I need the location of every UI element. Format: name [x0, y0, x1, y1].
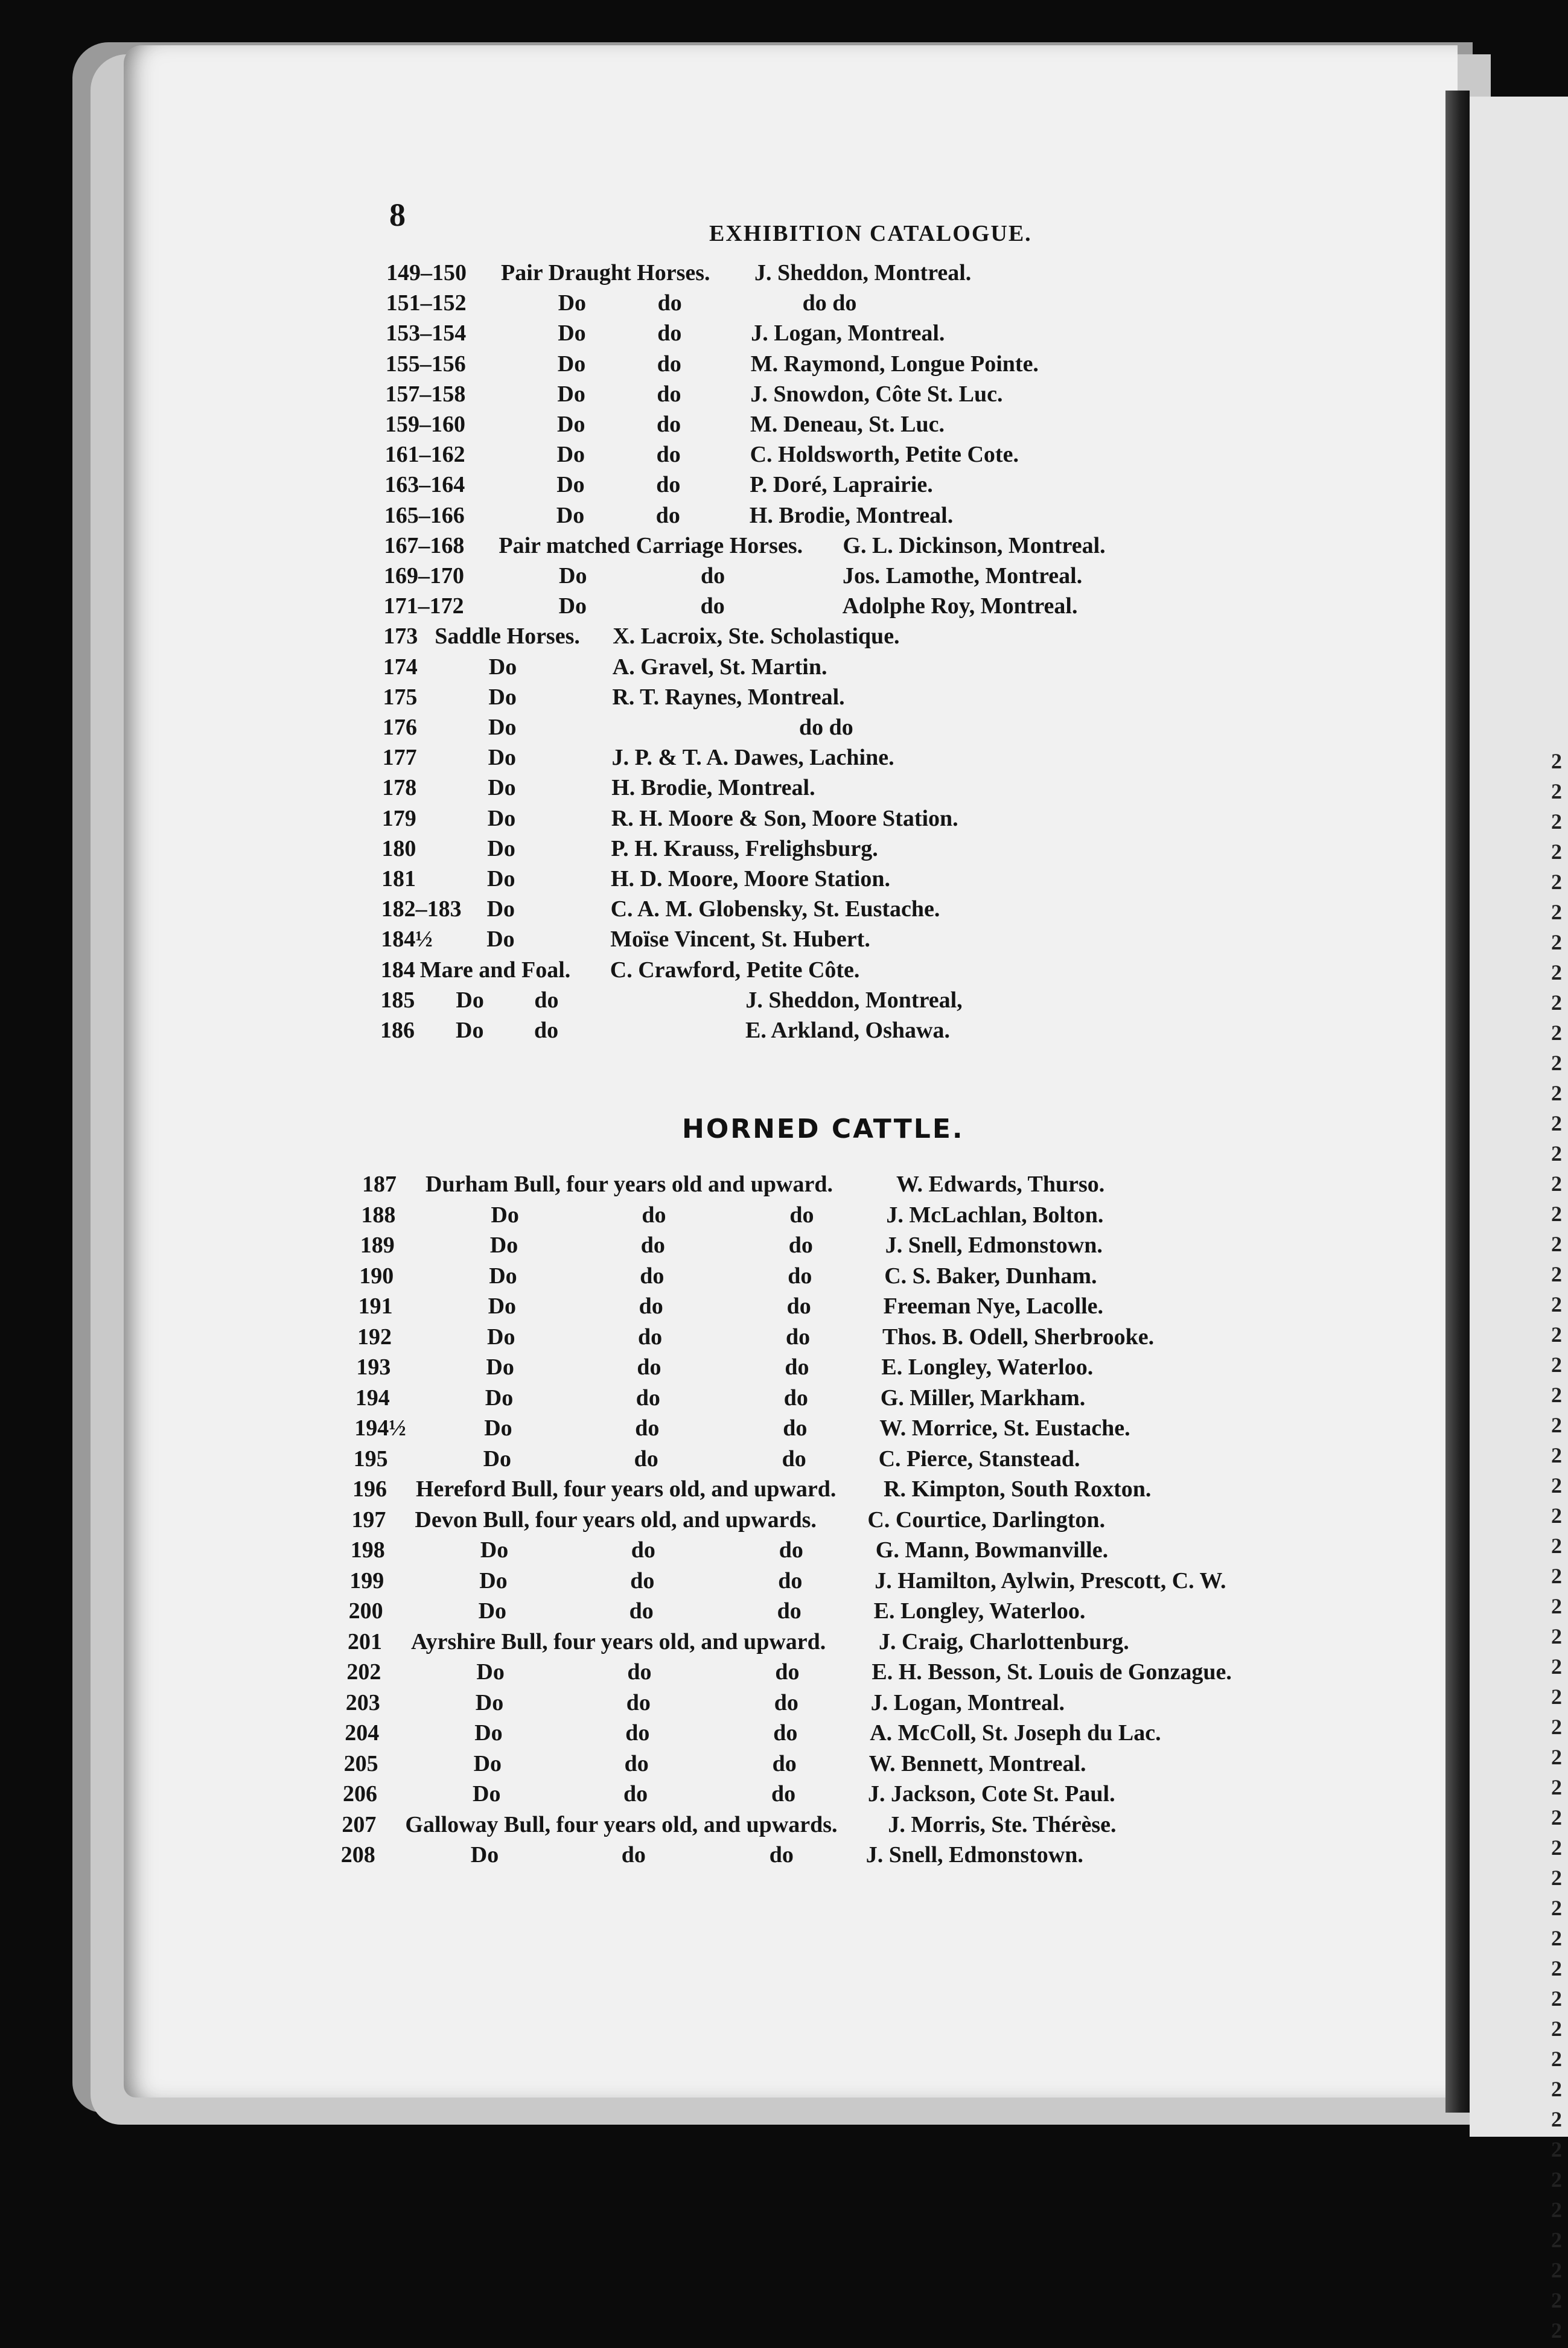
entry-ditto: do [639, 1294, 663, 1319]
facing-page-fragment: 2 [1551, 1292, 1562, 1316]
catalogue-entry-row [0, 1659, 1448, 1689]
entry-class: Ayrshire Bull, four years old, and upward. [411, 1629, 826, 1654]
entry-exhibitor: C. Holdsworth, Petite Cote. [750, 442, 1019, 468]
entry-exhibitor: C. Pierce, Stanstead. [878, 1446, 1080, 1472]
entry-number: 184 [380, 957, 415, 983]
entry-number: 202 [346, 1659, 381, 1685]
entry-class: Saddle Horses. [435, 624, 580, 649]
entry-exhibitor: Jos. Lamothe, Montreal. [843, 563, 1083, 589]
entry-class: Devon Bull, four years old, and upwards. [415, 1507, 817, 1533]
entry-number: 178 [382, 775, 417, 801]
entry-exhibitor: J. Logan, Montreal. [751, 321, 945, 346]
entry-ditto: do [778, 1568, 803, 1594]
entry-exhibitor: J. Morris, Ste. Thérèse. [888, 1811, 1117, 1837]
facing-page-fragment: 2 [1551, 1473, 1562, 1498]
entry-class: Do [488, 684, 517, 710]
facing-page-fragment: 2 [1551, 1654, 1562, 1679]
entry-exhibitor: R. T. Raynes, Montreal. [612, 684, 845, 710]
facing-page-fragment: 2 [1551, 1353, 1562, 1377]
entry-ditto: do [636, 1385, 660, 1411]
catalogue-entry-row [0, 1354, 1448, 1384]
entry-number: 174 [383, 654, 418, 680]
entry-class: Hereford Bull, four years old, and upward. [416, 1476, 837, 1502]
facing-page-fragment: 2 [1551, 1413, 1562, 1437]
entry-class: Do [488, 654, 517, 680]
entry-class: Do [478, 1598, 507, 1624]
entry-ditto: do [638, 1324, 663, 1350]
facing-page-fragment: 2 [1551, 1805, 1562, 1830]
catalogue-entry-row [0, 1476, 1448, 1506]
entry-number: 198 [350, 1537, 385, 1563]
entry-exhibitor: W. Bennett, Montreal. [868, 1750, 1086, 1776]
catalogue-entry-row [0, 1232, 1448, 1262]
entry-exhibitor: E. H. Besson, St. Louis de Gonzague. [872, 1659, 1232, 1685]
entry-class: Do [488, 715, 517, 740]
facing-page-fragment: 2 [1551, 1594, 1562, 1618]
entry-ditto: do [769, 1842, 794, 1868]
catalogue-entry-row [0, 1811, 1448, 1842]
entry-exhibitor: G. L. Dickinson, Montreal. [843, 532, 1106, 558]
entry-ditto: do [789, 1202, 814, 1228]
facing-page-fragment: 2 [1551, 1564, 1562, 1588]
facing-page-fragment: 2 [1551, 1956, 1562, 1980]
facing-page-fragment: 2 [1551, 1172, 1562, 1196]
entry-class: Durham Bull, four years old and upward. [425, 1172, 833, 1197]
entry-number: 186 [380, 1018, 415, 1043]
entry-class: Do [558, 321, 586, 346]
entry-ditto: do [786, 1294, 811, 1319]
entry-number: 208 [340, 1842, 375, 1868]
entry-exhibitor: J. Logan, Montreal. [870, 1689, 1065, 1715]
entry-class: Do [559, 563, 587, 589]
entry-exhibitor: C. S. Baker, Dunham. [884, 1263, 1097, 1289]
entry-exhibitor: X. Lacroix, Ste. Scholastique. [613, 624, 900, 649]
entry-ditto: do [634, 1446, 658, 1472]
entry-exhibitor: J. Sheddon, Montreal, [745, 987, 963, 1013]
entry-exhibitor: Moïse Vincent, St. Hubert. [610, 927, 870, 952]
entry-number: 161–162 [384, 442, 465, 468]
entry-exhibitor: J. Craig, Charlottenburg. [879, 1629, 1129, 1654]
facing-page-fragment: 2 [1551, 930, 1562, 954]
facing-page-fragment: 2 [1551, 900, 1562, 924]
entry-class: Mare and Foal. [419, 957, 571, 983]
entry-ditto: do [773, 1720, 798, 1746]
facing-page-fragment: 2 [1551, 2017, 1562, 2041]
entry-exhibitor: Adolphe Roy, Montreal. [842, 593, 1078, 619]
entry-class: Do [483, 1446, 512, 1472]
entry-exhibitor: M. Deneau, St. Luc. [750, 412, 945, 437]
entry-ditto: do [783, 1385, 808, 1411]
entry-number: 165–166 [384, 502, 465, 528]
entry-ditto: do [786, 1324, 811, 1350]
entry-exhibitor: J. Snell, Edmonstown. [865, 1842, 1083, 1868]
facing-page-fragment: 2 [1551, 1111, 1562, 1135]
entry-number: 175 [383, 684, 418, 710]
entry-ditto: do [655, 502, 680, 528]
facing-page-fragment: 2 [1551, 1021, 1562, 1045]
entry-exhibitor: J. Sheddon, Montreal. [754, 260, 972, 286]
facing-page-fragment: 2 [1551, 1504, 1562, 1528]
facing-page-fragment: 2 [1551, 2047, 1562, 2071]
entry-number: 181 [381, 866, 416, 892]
entry-number: 149–150 [386, 260, 467, 286]
facing-page-fragment: 2 [1551, 1685, 1562, 1709]
entry-ditto: do [637, 1354, 661, 1380]
entry-exhibitor: E. Arkland, Oshawa. [745, 1018, 950, 1043]
entry-exhibitor: P. H. Krauss, Frelighsburg. [611, 835, 878, 861]
entry-number: 207 [342, 1811, 377, 1837]
catalogue-entry-row [0, 1507, 1448, 1537]
entry-number: 191 [358, 1294, 393, 1319]
entry-exhibitor: M. Raymond, Longue Pointe. [750, 351, 1039, 377]
facing-page-fragment: 2 [1551, 1202, 1562, 1226]
catalogue-entry-row [0, 1689, 1448, 1720]
entry-ditto: do [624, 1750, 649, 1776]
entry-number: 194 [355, 1385, 390, 1411]
entry-ditto: do [656, 442, 681, 468]
entry-exhibitor: Freeman Nye, Lacolle. [883, 1294, 1104, 1319]
facing-page-fragment: 2 [1551, 749, 1562, 773]
catalogue-entry-row [0, 1537, 1448, 1567]
entry-ditto: do [774, 1689, 798, 1715]
catalogue-entry-row [0, 1781, 1448, 1811]
entry-number: 195 [353, 1446, 388, 1472]
entry-number: 169–170 [384, 563, 464, 589]
entry-class: Do [474, 1720, 503, 1746]
entry-class: Do [487, 866, 515, 892]
entry-number: 177 [382, 745, 417, 771]
entry-ditto: do [534, 987, 559, 1013]
entry-number: 163–164 [384, 472, 465, 498]
entry-ditto: do [657, 412, 681, 437]
facing-page-fragment: 2 [1551, 1322, 1562, 1347]
entry-exhibitor: J. Hamilton, Aylwin, Prescott, C. W. [875, 1568, 1226, 1594]
entry-class: Do [487, 1324, 515, 1350]
facing-page-fragment: 2 [1551, 870, 1562, 894]
entry-exhibitor: H. Brodie, Montreal. [749, 502, 954, 528]
entry-ditto: do [621, 1842, 646, 1868]
facing-page-fragment: 2 [1551, 1141, 1562, 1166]
facing-page-fragment: 2 [1551, 1745, 1562, 1769]
catalogue-entry-row [0, 1415, 1448, 1445]
entry-exhibitor: C. A. M. Globensky, St. Eustache. [610, 896, 940, 922]
entry-exhibitor: do do [802, 290, 857, 316]
entry-number: 199 [349, 1568, 384, 1594]
entry-exhibitor: W. Edwards, Thurso. [896, 1172, 1105, 1197]
facing-page-fragment: 2 [1551, 1866, 1562, 1890]
catalogue-entry-row [0, 1720, 1448, 1750]
entry-ditto: do [779, 1537, 803, 1563]
running-head: EXHIBITION CATALOGUE. [709, 221, 1032, 246]
entry-exhibitor: J. Snell, Edmonstown. [885, 1233, 1103, 1258]
entry-number: 193 [356, 1354, 391, 1380]
facing-page-fragment: 2 [1551, 1383, 1562, 1407]
entry-class: Do [488, 775, 516, 801]
facing-page-fragment: 2 [1551, 779, 1562, 803]
entry-exhibitor: G. Mann, Bowmanville. [875, 1537, 1109, 1563]
entry-exhibitor: H. D. Moore, Moore Station. [611, 866, 890, 892]
entry-exhibitor: W. Morrice, St. Eustache. [879, 1415, 1130, 1441]
entry-number: 196 [352, 1476, 387, 1502]
section-heading: HORNED CATTLE. [682, 1114, 964, 1144]
facing-page-fragment: 2 [1551, 2228, 1562, 2252]
entry-class: Do [488, 1294, 517, 1319]
entry-class: Do [558, 290, 587, 316]
entry-ditto: do [782, 1446, 806, 1472]
facing-page-fragment: 2 [1551, 991, 1562, 1015]
entry-number: 200 [348, 1598, 383, 1624]
entry-number: 179 [381, 805, 416, 831]
entry-exhibitor: E. Longley, Waterloo. [881, 1354, 1094, 1380]
entry-ditto: do [657, 381, 681, 407]
entry-class: Do [556, 442, 585, 468]
entry-class: Do [473, 1781, 501, 1807]
facing-page-fragment: 2 [1551, 2107, 1562, 2131]
entry-exhibitor: A. Gravel, St. Martin. [612, 654, 827, 680]
entry-number: 155–156 [385, 351, 466, 377]
entry-class: Do [487, 805, 516, 831]
catalogue-entry-row [0, 1202, 1448, 1232]
facing-page-fragment: 2 [1551, 1836, 1562, 1860]
entry-ditto: do [629, 1598, 654, 1624]
entry-number: 190 [359, 1263, 394, 1289]
entry-class: Do [485, 1385, 514, 1411]
entry-class: Do [480, 1537, 509, 1563]
catalogue-entry-row [0, 1385, 1448, 1415]
facing-page-fragment: 2 [1551, 1624, 1562, 1648]
entry-class: Do [470, 1842, 499, 1868]
entry-ditto: do [701, 563, 725, 589]
entry-number: 171–172 [383, 593, 464, 619]
facing-page-fragment: 2 [1551, 2288, 1562, 2312]
facing-page-fragment: 2 [1551, 2137, 1562, 2161]
entry-ditto: do [626, 1689, 651, 1715]
entry-exhibitor: Thos. B. Odell, Sherbrooke. [882, 1324, 1155, 1350]
entry-class: Do [456, 1018, 484, 1043]
entry-ditto: do [785, 1354, 809, 1380]
entry-class: Do [557, 381, 585, 407]
entry-class: Pair Draught Horses. [501, 260, 710, 286]
entry-class: Do [475, 1689, 504, 1715]
entry-ditto: do [656, 472, 681, 498]
entry-class: Do [476, 1659, 505, 1685]
entry-class: Do [491, 1202, 519, 1228]
entry-class: Do [486, 927, 515, 952]
entry-class: Do [487, 835, 515, 861]
entry-ditto: do [788, 1263, 812, 1289]
facing-page-fragment: 2 [1551, 840, 1562, 864]
entry-class: Pair matched Carriage Horses. [499, 532, 803, 558]
entry-class: Do [556, 472, 585, 498]
entry-class: Do [489, 1263, 517, 1289]
entry-class: Do [456, 987, 484, 1013]
entry-number: 192 [357, 1324, 392, 1350]
entry-exhibitor: E. Longley, Waterloo. [873, 1598, 1086, 1624]
entry-number: 205 [343, 1750, 378, 1776]
facing-page-fragment: 2 [1551, 2168, 1562, 2192]
entry-exhibitor: C. Crawford, Petite Côte. [610, 957, 860, 983]
facing-page-fragment: 2 [1551, 1051, 1562, 1075]
facing-page-fragment: 2 [1551, 960, 1562, 984]
facing-page-fragment: 2 [1551, 2198, 1562, 2222]
facing-page-fragment: 2 [1551, 1926, 1562, 1950]
catalogue-entry-row [0, 1171, 1448, 1201]
entry-ditto: do [783, 1415, 808, 1441]
catalogue-entry-row [0, 1263, 1448, 1293]
entry-number: 180 [381, 835, 416, 861]
entry-exhibitor: R. H. Moore & Son, Moore Station. [611, 805, 958, 831]
entry-ditto: do [640, 1233, 665, 1258]
entry-number: 194½ [354, 1415, 406, 1441]
entry-ditto: do [627, 1659, 652, 1685]
entry-ditto: do [657, 321, 682, 346]
entry-number: 173 [383, 624, 418, 649]
entry-number: 157–158 [385, 381, 466, 407]
entry-ditto: do [631, 1537, 655, 1563]
entry-exhibitor: J. P. & T. A. Dawes, Lachine. [611, 745, 894, 771]
entry-class: Do [479, 1568, 508, 1594]
catalogue-entry-row [0, 1446, 1448, 1476]
entry-ditto: do [625, 1720, 650, 1746]
entry-number: 203 [345, 1689, 380, 1715]
entry-class: Do [488, 745, 517, 771]
facing-page-fragment: 2 [1551, 1443, 1562, 1467]
entry-ditto: do [640, 1263, 664, 1289]
entry-ditto: do [772, 1750, 797, 1776]
entry-ditto: do [623, 1781, 648, 1807]
entry-exhibitor: G. Miller, Markham. [880, 1385, 1086, 1411]
entry-number: 185 [380, 987, 415, 1013]
entry-class: Do [489, 1233, 518, 1258]
facing-page-fragment: 2 [1551, 1715, 1562, 1739]
entry-exhibitor: A. McColl, St. Joseph du Lac. [870, 1720, 1161, 1746]
entry-number: 151–152 [386, 290, 467, 316]
entry-ditto: do [635, 1415, 660, 1441]
facing-page-fragment: 2 [1551, 1986, 1562, 2011]
entry-number: 189 [360, 1233, 395, 1258]
entry-exhibitor: H. Brodie, Montreal. [611, 775, 815, 801]
entry-ditto: do [642, 1202, 666, 1228]
entry-number: 188 [361, 1202, 396, 1228]
entry-exhibitor: P. Doré, Laprairie. [750, 472, 933, 498]
entry-exhibitor: J. Snowdon, Côte St. Luc. [750, 381, 1003, 407]
catalogue-entry-row [0, 1598, 1448, 1628]
facing-page-fragment: 2 [1551, 1534, 1562, 1558]
entry-ditto: do [534, 1018, 559, 1043]
facing-page-numbers [1551, 748, 1568, 2348]
entry-number: 187 [362, 1172, 397, 1197]
entry-class: Do [558, 593, 587, 619]
entry-number: 197 [351, 1507, 386, 1533]
entry-class: Do [484, 1415, 512, 1441]
facing-page-fragment: 2 [1551, 2318, 1562, 2343]
catalogue-entry-row [0, 1324, 1448, 1354]
entry-ditto: do [700, 593, 725, 619]
entry-ditto: do [777, 1598, 802, 1624]
entry-class: Do [486, 1354, 514, 1380]
catalogue-entry-row [0, 1750, 1448, 1781]
entry-ditto: do [771, 1781, 796, 1807]
entry-number: 206 [343, 1781, 377, 1807]
page-number: 8 [389, 197, 406, 233]
facing-page-fragment: 2 [1551, 2258, 1562, 2282]
facing-page-fragment: 2 [1551, 1262, 1562, 1286]
entry-class: Do [486, 896, 515, 922]
entry-class: Galloway Bull, four years old, and upwards. [405, 1811, 838, 1837]
entry-number: 182–183 [381, 896, 462, 922]
catalogue-entry-row [0, 1568, 1448, 1598]
entry-class: Do [556, 502, 585, 528]
entry-number: 159–160 [385, 412, 465, 437]
catalogue-entry-row [0, 1629, 1448, 1659]
entry-exhibitor: C. Courtice, Darlington. [867, 1507, 1106, 1533]
entry-ditto: do [657, 290, 682, 316]
entry-exhibitor: J. Jackson, Cote St. Paul. [868, 1781, 1115, 1807]
facing-page-fragment: 2 [1551, 809, 1562, 834]
catalogue-entry-row [0, 1842, 1448, 1872]
entry-class: Do [557, 412, 585, 437]
entry-number: 167–168 [384, 532, 465, 558]
entry-exhibitor: do do [799, 715, 853, 740]
entry-number: 153–154 [386, 321, 467, 346]
entry-exhibitor: R. Kimpton, South Roxton. [884, 1476, 1152, 1502]
entry-ditto: do [657, 351, 681, 377]
facing-page-fragment: 2 [1551, 1896, 1562, 1920]
entry-class: Do [557, 351, 586, 377]
entry-number: 204 [345, 1720, 380, 1746]
entry-number: 201 [348, 1629, 382, 1654]
entry-ditto: do [630, 1568, 655, 1594]
catalogue-entry-row [0, 1293, 1448, 1323]
entry-exhibitor: J. McLachlan, Bolton. [886, 1202, 1104, 1228]
entry-number: 184½ [381, 927, 433, 952]
facing-page-fragment: 2 [1551, 1775, 1562, 1799]
entry-number: 176 [383, 715, 417, 740]
facing-page-fragment: 2 [1551, 2077, 1562, 2101]
entry-class: Do [473, 1750, 502, 1776]
entry-ditto: do [775, 1659, 800, 1685]
entry-ditto: do [788, 1233, 813, 1258]
facing-page-fragment: 2 [1551, 1232, 1562, 1256]
facing-page-fragment: 2 [1551, 1081, 1562, 1105]
